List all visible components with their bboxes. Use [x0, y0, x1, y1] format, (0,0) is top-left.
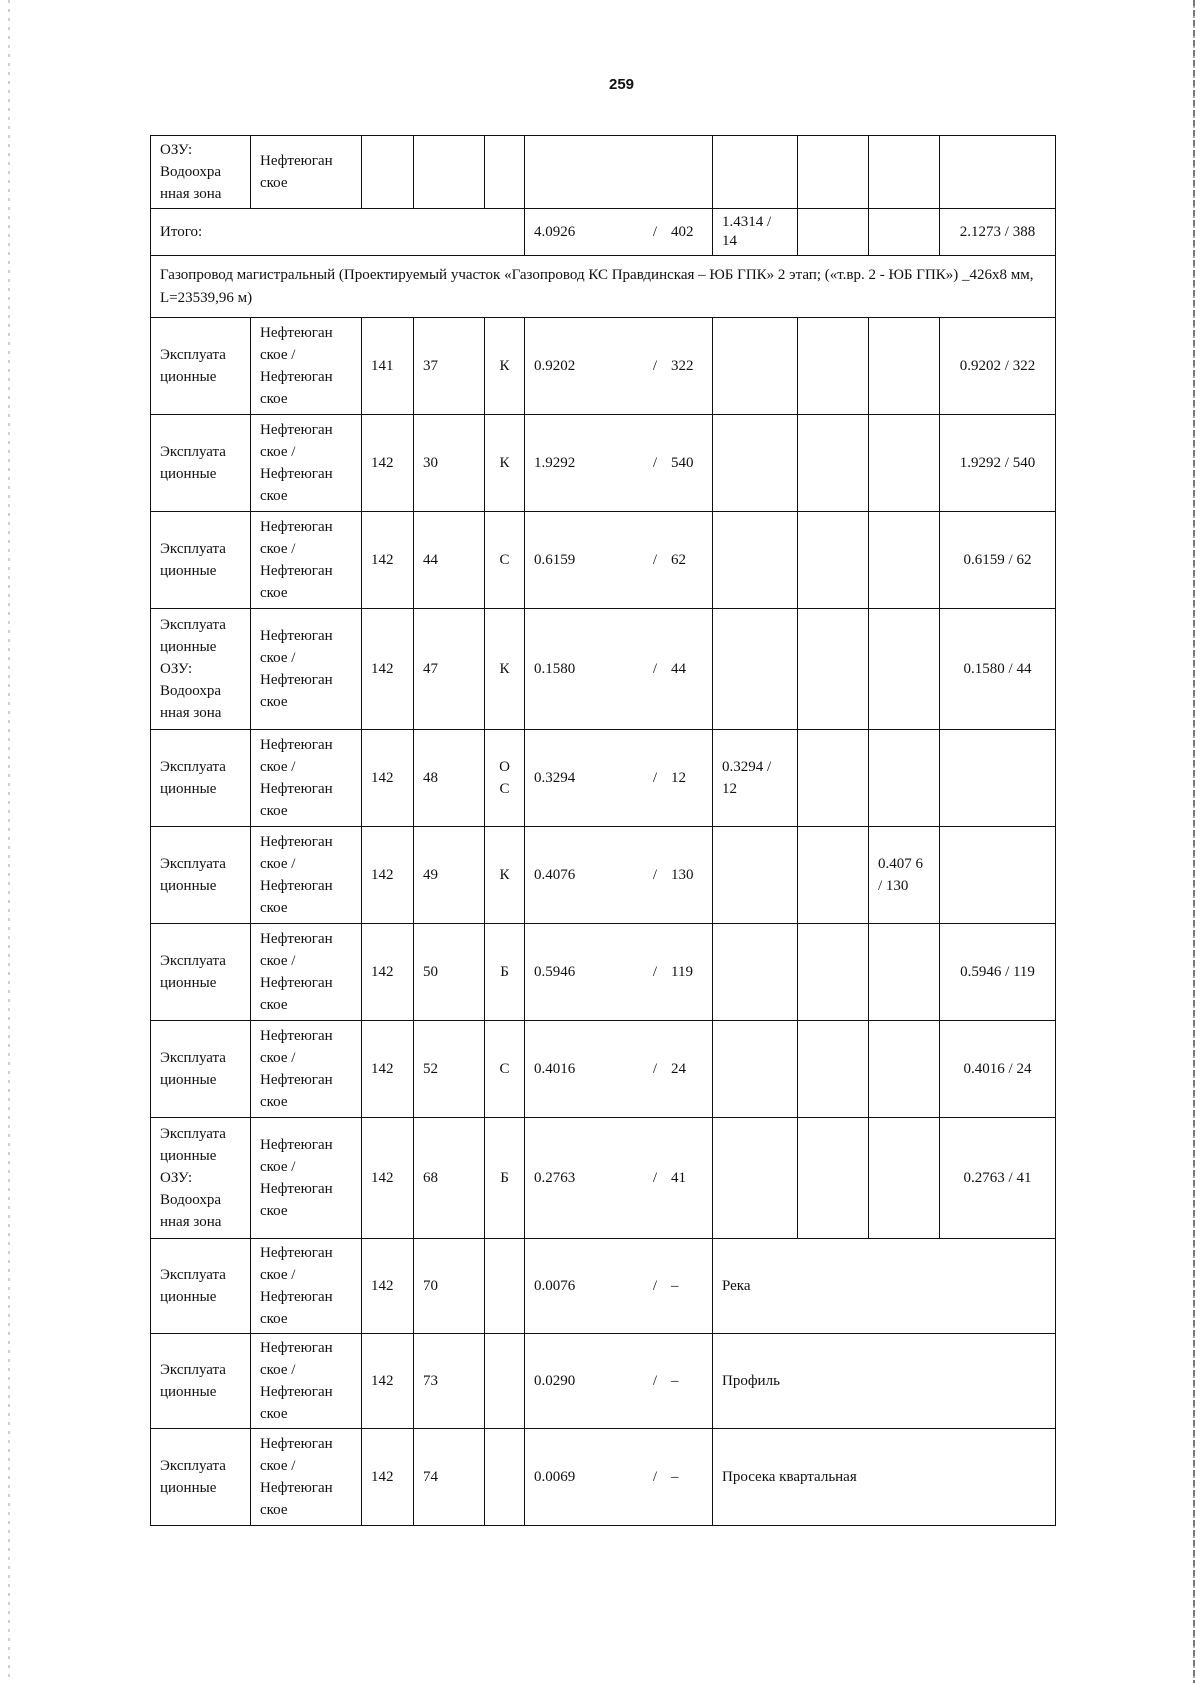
plot-cell: 70: [414, 1239, 485, 1334]
empty-cell: [940, 136, 1056, 209]
slash-separator: /: [652, 1278, 657, 1294]
length-value: 130: [671, 867, 694, 883]
district-cell: Нефтеюган ское: [251, 136, 362, 209]
col10-cell: 0.2763 / 41: [940, 1118, 1056, 1239]
code-cell: С: [485, 1021, 525, 1118]
length-value: 540: [671, 455, 694, 471]
length-value: 119: [671, 964, 693, 980]
category-cell: Эксплуата ционные: [151, 1239, 251, 1334]
empty-cell: [798, 730, 869, 827]
code-cell: С: [485, 512, 525, 609]
plot-cell: 49: [414, 827, 485, 924]
length-value: 24: [671, 1061, 686, 1077]
category-cell: Эксплуата ционные: [151, 827, 251, 924]
subtotal-col10: 2.1273 / 388: [940, 209, 1056, 256]
area-value: 0.1580: [534, 661, 576, 677]
code-cell: [485, 1429, 525, 1526]
plot-cell: 73: [414, 1334, 485, 1429]
col10-cell: 0.4016 / 24: [940, 1021, 1056, 1118]
subtotal-area-cell: [525, 209, 713, 256]
district-cell: Нефтеюган ское / Нефтеюган ское: [251, 1118, 362, 1239]
subtotal-col7: 1.4314 / 14: [713, 209, 798, 256]
block-cell: 142: [362, 415, 414, 512]
area-length-cell: [525, 827, 713, 924]
length-value: 62: [671, 552, 686, 568]
code-cell: О С: [485, 730, 525, 827]
col9-cell: [869, 609, 940, 730]
slash-separator: /: [652, 770, 657, 786]
empty-cell: [798, 415, 869, 512]
note-cell: Профиль: [713, 1334, 1056, 1429]
slash-separator: /: [652, 1469, 657, 1485]
district-cell: Нефтеюган ское / Нефтеюган ское: [251, 609, 362, 730]
district-cell: Нефтеюган ское / Нефтеюган ское: [251, 318, 362, 415]
slash-separator: /: [652, 964, 657, 980]
length-value: 44: [671, 661, 686, 677]
col7-cell: [713, 1118, 798, 1239]
note-cell: Река: [713, 1239, 1056, 1334]
area-length-cell: [525, 609, 713, 730]
table-row: [151, 1118, 1056, 1239]
col10-cell: 1.9292 / 540: [940, 415, 1056, 512]
col9-cell: [869, 512, 940, 609]
col7-cell: [713, 512, 798, 609]
area-value: 0.4076: [534, 867, 576, 883]
area-length-cell: [525, 415, 713, 512]
col10-cell: [940, 730, 1056, 827]
col10-cell: [940, 827, 1056, 924]
empty-cell: [869, 136, 940, 209]
block-cell: 142: [362, 827, 414, 924]
area-length-cell: [525, 512, 713, 609]
col9-cell: [869, 1021, 940, 1118]
code-cell: Б: [485, 924, 525, 1021]
plot-cell: 74: [414, 1429, 485, 1526]
area-value: 0.0069: [534, 1469, 576, 1485]
table-row: [151, 1334, 1056, 1429]
col10-cell: 0.1580 / 44: [940, 609, 1056, 730]
col9-cell: [869, 415, 940, 512]
district-cell: Нефтеюган ское / Нефтеюган ское: [251, 1021, 362, 1118]
col9-cell: [869, 924, 940, 1021]
area-length-cell: [525, 1118, 713, 1239]
col9-cell: [869, 1118, 940, 1239]
district-cell: Нефтеюган ское / Нефтеюган ское: [251, 730, 362, 827]
col7-cell: [713, 609, 798, 730]
table-row: [151, 609, 1056, 730]
block-cell: 142: [362, 924, 414, 1021]
district-cell: Нефтеюган ское / Нефтеюган ское: [251, 415, 362, 512]
empty-cell: [798, 924, 869, 1021]
district-cell: Нефтеюган ское / Нефтеюган ское: [251, 512, 362, 609]
col7-cell: [713, 415, 798, 512]
area-length-cell: [525, 1429, 713, 1526]
block-cell: 142: [362, 512, 414, 609]
plot-cell: 37: [414, 318, 485, 415]
empty-cell: [414, 136, 485, 209]
length-value: 322: [671, 358, 694, 374]
area-value: 0.4016: [534, 1061, 576, 1077]
code-cell: [485, 1239, 525, 1334]
table-body: [151, 136, 1056, 1526]
category-cell: Эксплуата ционные: [151, 730, 251, 827]
table-row: [151, 730, 1056, 827]
length-value: –: [671, 1278, 679, 1294]
block-cell: 142: [362, 609, 414, 730]
empty-cell: [798, 136, 869, 209]
plot-cell: 48: [414, 730, 485, 827]
table-row: [151, 415, 1056, 512]
block-cell: 142: [362, 1021, 414, 1118]
subtotal-length: 402: [671, 224, 694, 240]
col7-cell: [713, 1021, 798, 1118]
code-cell: К: [485, 827, 525, 924]
col10-cell: 0.9202 / 322: [940, 318, 1056, 415]
area-length-cell: [525, 1021, 713, 1118]
plot-cell: 30: [414, 415, 485, 512]
empty-cell: [798, 209, 869, 256]
slash-separator: /: [652, 1061, 657, 1077]
table-row: [151, 827, 1056, 924]
plot-cell: 50: [414, 924, 485, 1021]
category-cell: Эксплуата ционные: [151, 512, 251, 609]
col7-cell: [713, 318, 798, 415]
slash-separator: /: [652, 224, 657, 240]
scan-edge-left: [8, 0, 10, 1683]
block-cell: 142: [362, 1334, 414, 1429]
area-value: 0.3294: [534, 770, 576, 786]
category-cell: Эксплуата ционные: [151, 1334, 251, 1429]
area-value: 0.5946: [534, 964, 576, 980]
empty-cell: [485, 136, 525, 209]
table-row: [151, 1429, 1056, 1526]
table-row: [151, 1239, 1056, 1334]
area-value: 0.9202: [534, 358, 576, 374]
category-cell: Эксплуата ционные: [151, 1021, 251, 1118]
table-row: [151, 1021, 1056, 1118]
length-value: –: [671, 1469, 679, 1485]
length-value: –: [671, 1373, 679, 1389]
category-cell: Эксплуата ционные ОЗУ: Водоохра нная зона: [151, 1118, 251, 1239]
slash-separator: /: [652, 455, 657, 471]
subtotal-row: [151, 209, 1056, 256]
col9-cell: [869, 318, 940, 415]
empty-cell: [525, 136, 713, 209]
area-length-cell: [525, 1334, 713, 1429]
section-heading-row: [151, 256, 1056, 318]
code-cell: Б: [485, 1118, 525, 1239]
block-cell: 141: [362, 318, 414, 415]
page-number: 259: [608, 76, 635, 93]
note-cell: Просека квартальная: [713, 1429, 1056, 1526]
table-row: [151, 512, 1056, 609]
empty-cell: [713, 136, 798, 209]
area-value: 1.9292: [534, 455, 576, 471]
empty-cell: [798, 318, 869, 415]
district-cell: Нефтеюган ское / Нефтеюган ское: [251, 924, 362, 1021]
plot-cell: 44: [414, 512, 485, 609]
category-cell: Эксплуата ционные ОЗУ: Водоохра нная зона: [151, 609, 251, 730]
empty-cell: [798, 1021, 869, 1118]
empty-cell: [362, 136, 414, 209]
area-length-cell: [525, 1239, 713, 1334]
area-value: 0.6159: [534, 552, 576, 568]
category-cell: Эксплуата ционные: [151, 1429, 251, 1526]
slash-separator: /: [652, 1373, 657, 1389]
table-row: [151, 318, 1056, 415]
plot-cell: 52: [414, 1021, 485, 1118]
plot-cell: 68: [414, 1118, 485, 1239]
empty-cell: [798, 1118, 869, 1239]
empty-cell: [798, 512, 869, 609]
area-value: 0.0290: [534, 1373, 576, 1389]
district-cell: Нефтеюган ское / Нефтеюган ское: [251, 1334, 362, 1429]
col7-cell: [713, 924, 798, 1021]
district-cell: Нефтеюган ское / Нефтеюган ское: [251, 827, 362, 924]
table-row: [151, 924, 1056, 1021]
col10-cell: 0.5946 / 119: [940, 924, 1056, 1021]
section-heading: Газопровод магистральный (Проектируемый участок «Газопровод КС Правдинская – ЮБ ГПК» 2 этап; («т.вр. 2 - ЮБ ГПК») _426х8 мм, L=23539,96 м): [151, 256, 1056, 318]
code-cell: К: [485, 609, 525, 730]
slash-separator: /: [652, 358, 657, 374]
col10-cell: 0.6159 / 62: [940, 512, 1056, 609]
subtotal-label: Итого:: [151, 209, 525, 256]
plot-cell: 47: [414, 609, 485, 730]
slash-separator: /: [652, 661, 657, 677]
category-cell: ОЗУ: Водоохра нная зона: [151, 136, 251, 209]
length-value: 41: [671, 1170, 686, 1186]
col7-cell: 0.3294 / 12: [713, 730, 798, 827]
district-cell: Нефтеюган ское / Нефтеюган ское: [251, 1429, 362, 1526]
col7-cell: [713, 827, 798, 924]
district-cell: Нефтеюган ское / Нефтеюган ское: [251, 1239, 362, 1334]
length-value: 12: [671, 770, 686, 786]
table-row-top: [151, 136, 1056, 209]
area-value: 0.0076: [534, 1278, 576, 1294]
empty-cell: [798, 609, 869, 730]
area-length-cell: [525, 924, 713, 1021]
code-cell: К: [485, 415, 525, 512]
land-plots-table: [150, 135, 1056, 1526]
block-cell: 142: [362, 730, 414, 827]
area-length-cell: [525, 318, 713, 415]
block-cell: 142: [362, 1118, 414, 1239]
code-cell: [485, 1334, 525, 1429]
col9-cell: 0.407 6 / 130: [869, 827, 940, 924]
area-value: 0.2763: [534, 1170, 576, 1186]
code-cell: К: [485, 318, 525, 415]
slash-separator: /: [652, 867, 657, 883]
category-cell: Эксплуата ционные: [151, 318, 251, 415]
category-cell: Эксплуата ционные: [151, 924, 251, 1021]
area-length-cell: [525, 730, 713, 827]
block-cell: 142: [362, 1429, 414, 1526]
subtotal-area: 4.0926: [534, 224, 576, 240]
slash-separator: /: [652, 1170, 657, 1186]
col9-cell: [869, 730, 940, 827]
scan-edge-right: [1193, 0, 1195, 1683]
slash-separator: /: [652, 552, 657, 568]
category-cell: Эксплуата ционные: [151, 415, 251, 512]
empty-cell: [798, 827, 869, 924]
block-cell: 142: [362, 1239, 414, 1334]
empty-cell: [869, 209, 940, 256]
